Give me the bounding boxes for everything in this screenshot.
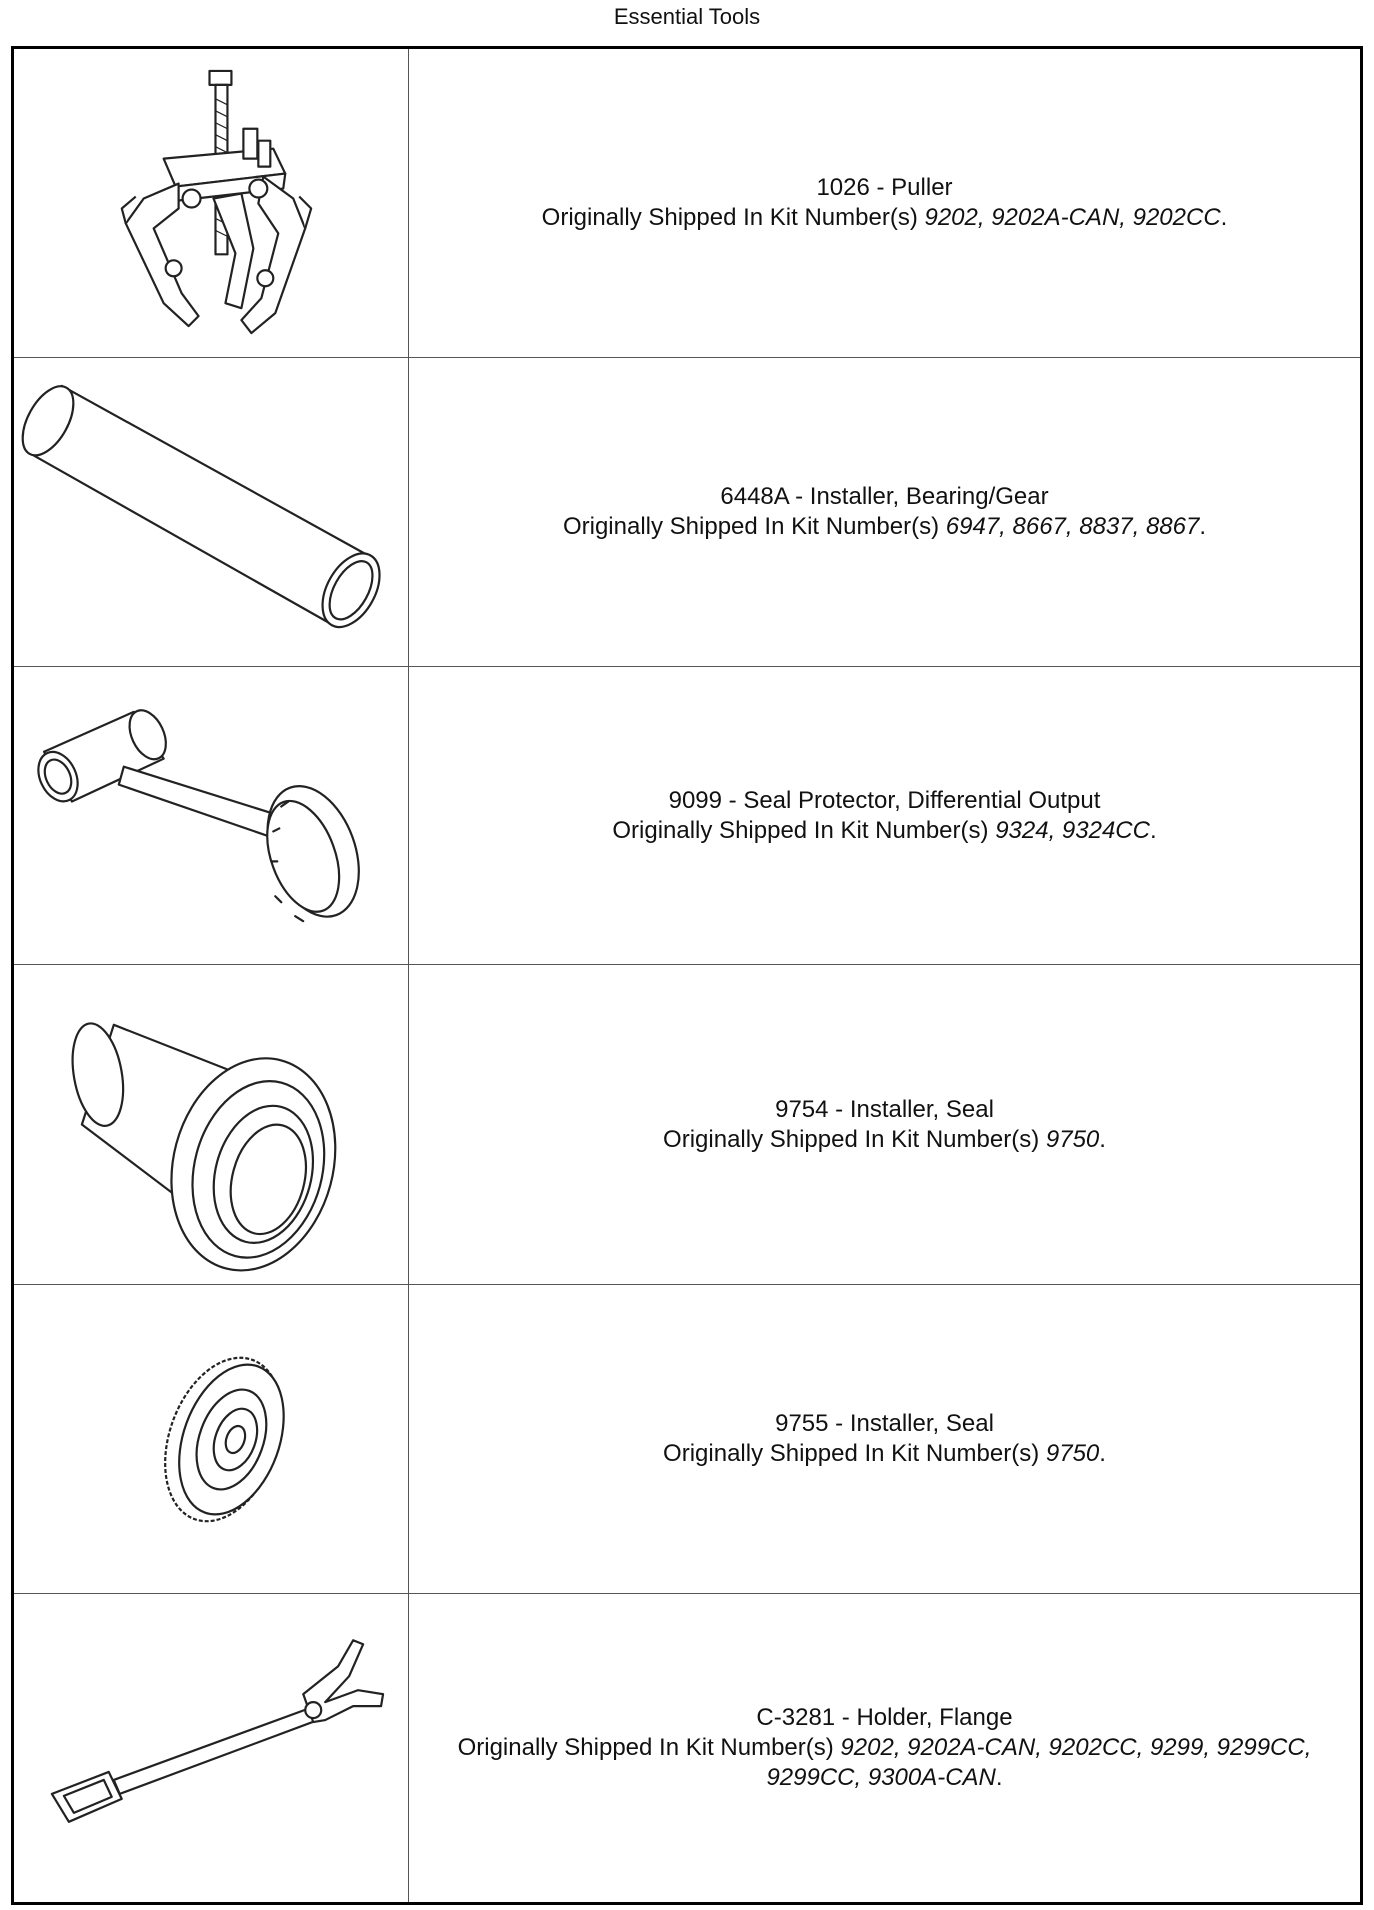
image-cell — [14, 49, 409, 357]
kit-line — [663, 1125, 1106, 1155]
seal-installer-icon — [14, 965, 408, 1284]
table-row — [14, 49, 1360, 358]
kit-line — [542, 203, 1228, 233]
shipped-label: Originally Shipped In Kit Number(s) — [663, 1440, 1040, 1467]
kit-numbers: 9750 — [1045, 1125, 1100, 1153]
end-period: . — [1099, 1125, 1106, 1153]
flange-holder-icon — [14, 1594, 408, 1902]
puller-icon — [14, 49, 408, 357]
table-row — [14, 1594, 1360, 1902]
page-title: Essential Tools — [613, 4, 761, 29]
image-cell — [14, 1594, 409, 1902]
end-period: . — [995, 1764, 1003, 1791]
end-period: . — [1199, 513, 1207, 540]
shipped-label: Originally Shipped In Kit Number(s) — [457, 1734, 834, 1761]
image-cell — [14, 965, 409, 1284]
kit-line — [612, 816, 1156, 846]
tool-name: 1026 - Puller — [816, 174, 953, 201]
description-cell — [409, 667, 1360, 964]
kit-line — [563, 512, 1206, 542]
table-row — [14, 667, 1360, 965]
tool-name: 9755 - Installer, Seal — [775, 1410, 994, 1437]
table-row — [14, 1285, 1360, 1594]
tool-name: 6448A - Installer, Bearing/Gear — [720, 483, 1049, 510]
end-period: . — [1149, 816, 1157, 844]
shipped-label: Originally Shipped In Kit Number(s) — [541, 204, 918, 231]
description-cell — [409, 358, 1360, 666]
tools-table — [11, 46, 1363, 1905]
kit-line — [663, 1439, 1106, 1469]
tool-name: C-3281 - Holder, Flange — [756, 1704, 1013, 1731]
kit-numbers: 9202, 9202A-CAN, 9202CC, 9299, 9299CC, — [840, 1734, 1312, 1761]
table-row — [14, 965, 1360, 1285]
image-cell — [14, 358, 409, 666]
shipped-label: Originally Shipped In Kit Number(s) — [562, 513, 940, 540]
kit-numbers-continued: 9299CC, 9300A-CAN — [766, 1764, 996, 1791]
kit-line — [458, 1733, 1312, 1763]
end-period: . — [1220, 204, 1228, 231]
description-cell — [409, 1285, 1360, 1593]
shipped-label: Originally Shipped In Kit Number(s) — [612, 816, 989, 844]
seal-disc-icon — [14, 1285, 408, 1593]
tool-name: 9754 - Installer, Seal — [775, 1095, 994, 1123]
image-cell — [14, 1285, 409, 1593]
kit-numbers: 9324, 9324CC — [995, 816, 1150, 844]
tool-name: 9099 - Seal Protector, Differential Output — [668, 786, 1101, 814]
tube-installer-icon — [14, 358, 408, 666]
description-cell — [409, 1594, 1360, 1902]
image-cell — [14, 667, 409, 964]
kit-numbers: 6947, 8667, 8837, 8867 — [945, 513, 1200, 540]
kit-numbers: 9202, 9202A-CAN, 9202CC — [924, 204, 1221, 231]
end-period: . — [1099, 1440, 1106, 1467]
shipped-label: Originally Shipped In Kit Number(s) — [663, 1125, 1040, 1153]
kit-line-2 — [766, 1763, 1002, 1793]
seal-protector-icon — [14, 667, 408, 964]
description-cell — [409, 49, 1360, 357]
table-row — [14, 358, 1360, 667]
kit-numbers: 9750 — [1045, 1440, 1100, 1467]
description-cell — [409, 965, 1360, 1284]
